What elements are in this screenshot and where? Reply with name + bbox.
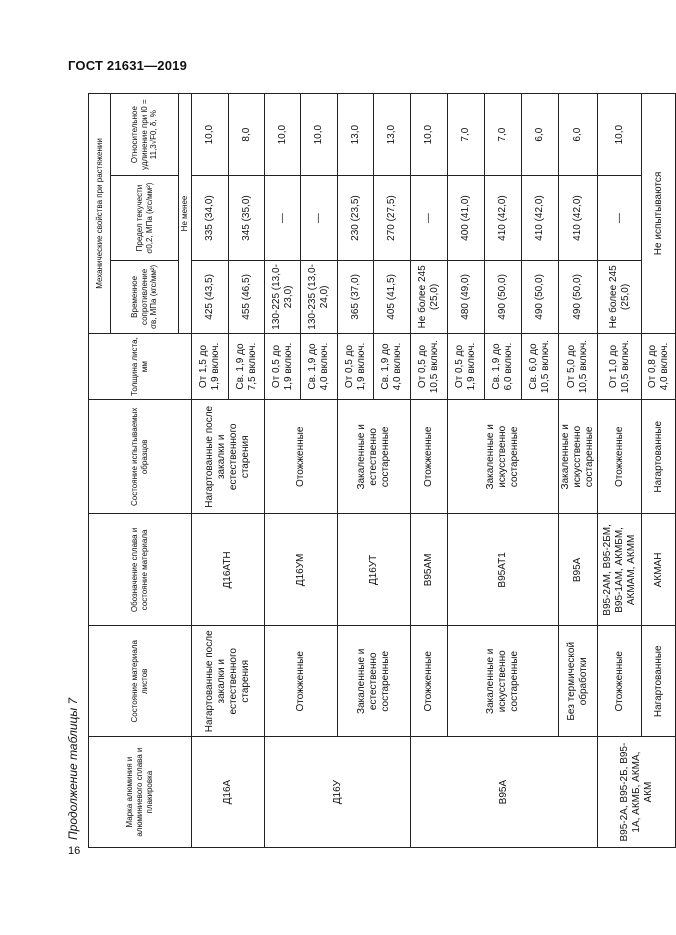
rotated-table-content bbox=[88, 93, 670, 848]
cell-tensile: 490 (50,0) bbox=[559, 260, 598, 333]
cell-sample-d16atn: Нагартованные после закалки и естественного старения bbox=[192, 400, 265, 514]
cell-thickness: От 5,0 до 10,5 включ. bbox=[559, 333, 598, 399]
cell-state-annealed: Отожженные bbox=[265, 626, 338, 737]
table-row bbox=[265, 94, 301, 848]
cell-yield: — bbox=[598, 176, 642, 261]
cell-yield: 410 (42,0) bbox=[522, 176, 559, 261]
cell-state-annealed: Отожженные bbox=[411, 626, 448, 737]
cell-designation-b95at1: В95АТ1 bbox=[448, 514, 559, 626]
cell-elongation: 13,0 bbox=[374, 94, 411, 176]
cell-elongation: 13,0 bbox=[338, 94, 374, 176]
cell-tensile: 490 (50,0) bbox=[522, 260, 559, 333]
cell-elongation: 10,0 bbox=[192, 94, 229, 176]
cell-elongation: 10,0 bbox=[265, 94, 301, 176]
cell-thickness: От 1,5 до 1,9 включ. bbox=[192, 333, 229, 399]
cell-sample-quench-natural: Закаленные и естественно состаренные bbox=[338, 400, 411, 514]
cell-tensile: 130-235 (13,0-24,0) bbox=[301, 260, 338, 333]
header-alloy-grade: Марка алюминия и алюминиевого сплава и плакировка bbox=[89, 737, 192, 848]
cell-tensile: 130-225 (13,0-23,0) bbox=[265, 260, 301, 333]
cell-yield: 410 (42,0) bbox=[485, 176, 522, 261]
cell-elongation: 10,0 bbox=[411, 94, 448, 176]
cell-state-no-heat: Без термической обработки bbox=[559, 626, 598, 737]
cell-thickness: Св. 6,0 до 10,5 включ. bbox=[522, 333, 559, 399]
cell-elongation: 6,0 bbox=[522, 94, 559, 176]
table-row bbox=[448, 94, 485, 848]
cell-elongation: 10,0 bbox=[598, 94, 642, 176]
cell-designation-b95-group: В95-2АМ, В95-2БМ, В95-1АМ, АКМБМ, АКМАМ, АКММ bbox=[598, 514, 642, 626]
cell-yield: 400 (41,0) bbox=[448, 176, 485, 261]
cell-designation-b95a: В95А bbox=[559, 514, 598, 626]
table-row bbox=[338, 94, 374, 848]
header-sample-state: Состояние испытываемых образцов bbox=[89, 400, 192, 514]
cell-designation-d16atn: Д16АТН bbox=[192, 514, 265, 626]
cell-state-d16a: Нагартованные после закалки и естественного старения bbox=[192, 626, 265, 737]
cell-thickness: Св. 1,9 до 4,0 включ. bbox=[374, 333, 411, 399]
cell-thickness: Св. 1,9 до 7,5 включ. bbox=[229, 333, 265, 399]
table-row bbox=[559, 94, 598, 848]
cell-thickness: От 0,8 до 4,0 включ. bbox=[642, 333, 676, 399]
cell-grade-d16: Д16У bbox=[265, 737, 411, 848]
table-row bbox=[598, 94, 642, 848]
header-alloy-designation: Обозначение сплава и состояние материала bbox=[89, 514, 192, 626]
cell-sample-annealed: Отожженные bbox=[265, 400, 338, 514]
cell-state-annealed: Отожженные bbox=[598, 626, 642, 737]
cell-thickness: От 0,5 до 1,9 включ. bbox=[448, 333, 485, 399]
cell-designation-d16m: Д16УМ bbox=[265, 514, 338, 626]
cell-elongation: 6,0 bbox=[559, 94, 598, 176]
cell-tensile: 365 (37,0) bbox=[338, 260, 374, 333]
cell-grade-b95a: В95А bbox=[411, 737, 598, 848]
cell-yield: 335 (34,0) bbox=[192, 176, 229, 261]
cell-elongation: 7,0 bbox=[485, 94, 522, 176]
cell-thickness: От 0,5 до 1,9 включ. bbox=[265, 333, 301, 399]
cell-tensile: 480 (49,0) bbox=[448, 260, 485, 333]
cell-state-hardened: Нагартованные bbox=[642, 626, 676, 737]
header-row-1 bbox=[89, 94, 111, 848]
cell-thickness: От 0,5 до 10,5 включ. bbox=[411, 333, 448, 399]
header-mechanical-properties: Механические свойства при растяжении bbox=[89, 94, 111, 334]
caption-container bbox=[60, 95, 86, 840]
cell-sample-quench-artificial: Закаленные и искусственно состаренные bbox=[559, 400, 598, 514]
cell-tensile: Не более 245 (25,0) bbox=[411, 260, 448, 333]
page-number: 16 bbox=[68, 845, 81, 857]
document-code: ГОСТ 21631—2019 bbox=[68, 58, 187, 73]
cell-elongation: 10,0 bbox=[301, 94, 338, 176]
cell-yield: 230 (23,5) bbox=[338, 176, 374, 261]
cell-thickness: Св. 1,9 до 4,0 включ. bbox=[301, 333, 338, 399]
cell-designation-d16t: Д16УТ bbox=[338, 514, 411, 626]
cell-grade-b95-group: В95-2А, В95-2Б, В95-1А, АКМБ, АКМА, АКМ bbox=[598, 737, 676, 848]
cell-tensile: 425 (43,5) bbox=[192, 260, 229, 333]
cell-tensile: 490 (50,0) bbox=[485, 260, 522, 333]
table-row bbox=[411, 94, 448, 848]
cell-yield: 270 (27,5) bbox=[374, 176, 411, 261]
cell-sample-quench-artificial: Закаленные и искусственно состаренные bbox=[448, 400, 559, 514]
cell-state-quench-natural: Закаленные и естественно состаренные bbox=[338, 626, 411, 737]
table-caption: Продолжение таблицы 7 bbox=[66, 697, 80, 840]
cell-yield: — bbox=[265, 176, 301, 261]
cell-yield: 345 (35,0) bbox=[229, 176, 265, 261]
cell-state-quench-artificial: Закаленные и искусственно состаренные bbox=[448, 626, 559, 737]
cell-yield: — bbox=[411, 176, 448, 261]
cell-tensile: Не более 245 (25,0) bbox=[598, 260, 642, 333]
header-not-less-than: Не менее bbox=[179, 94, 192, 334]
cell-grade-d16a: Д16А bbox=[192, 737, 265, 848]
cell-sample-annealed: Отожженные bbox=[598, 400, 642, 514]
mechanical-properties-table bbox=[88, 93, 676, 848]
cell-tensile: 405 (41,5) bbox=[374, 260, 411, 333]
cell-not-tested: Не испытываются bbox=[642, 94, 676, 334]
cell-elongation: 8,0 bbox=[229, 94, 265, 176]
cell-tensile: 455 (46,5) bbox=[229, 260, 265, 333]
cell-yield: — bbox=[301, 176, 338, 261]
table-row bbox=[192, 94, 229, 848]
cell-yield: 410 (42,0) bbox=[559, 176, 598, 261]
cell-elongation: 7,0 bbox=[448, 94, 485, 176]
cell-sample-annealed: Отожженные bbox=[411, 400, 448, 514]
rotated-table-frame bbox=[88, 93, 670, 848]
cell-designation-b95am: В95АМ bbox=[411, 514, 448, 626]
cell-sample-hardened: Нагартованные bbox=[642, 400, 676, 514]
cell-designation-akman: АКМАН bbox=[642, 514, 676, 626]
header-sheet-state: Состояние материала листов bbox=[89, 626, 192, 737]
header-elongation: Относительное удлинение при l0 = 11,3√F0, δ, % bbox=[111, 94, 179, 176]
header-yield-strength: Предел текучести σ0,2, МПа (кгс/мм²) bbox=[111, 176, 179, 261]
cell-thickness: От 0,5 до 1,9 включ. bbox=[338, 333, 374, 399]
header-tensile-strength: Временное сопротивление σв, МПа (кгс/мм²) bbox=[111, 260, 179, 333]
cell-thickness: От 1,0 до 10,5 включ. bbox=[598, 333, 642, 399]
header-thickness: Толщина листа, мм bbox=[89, 333, 192, 399]
table-row bbox=[642, 94, 676, 848]
cell-thickness: Св. 1,9 до 6,0 включ. bbox=[485, 333, 522, 399]
